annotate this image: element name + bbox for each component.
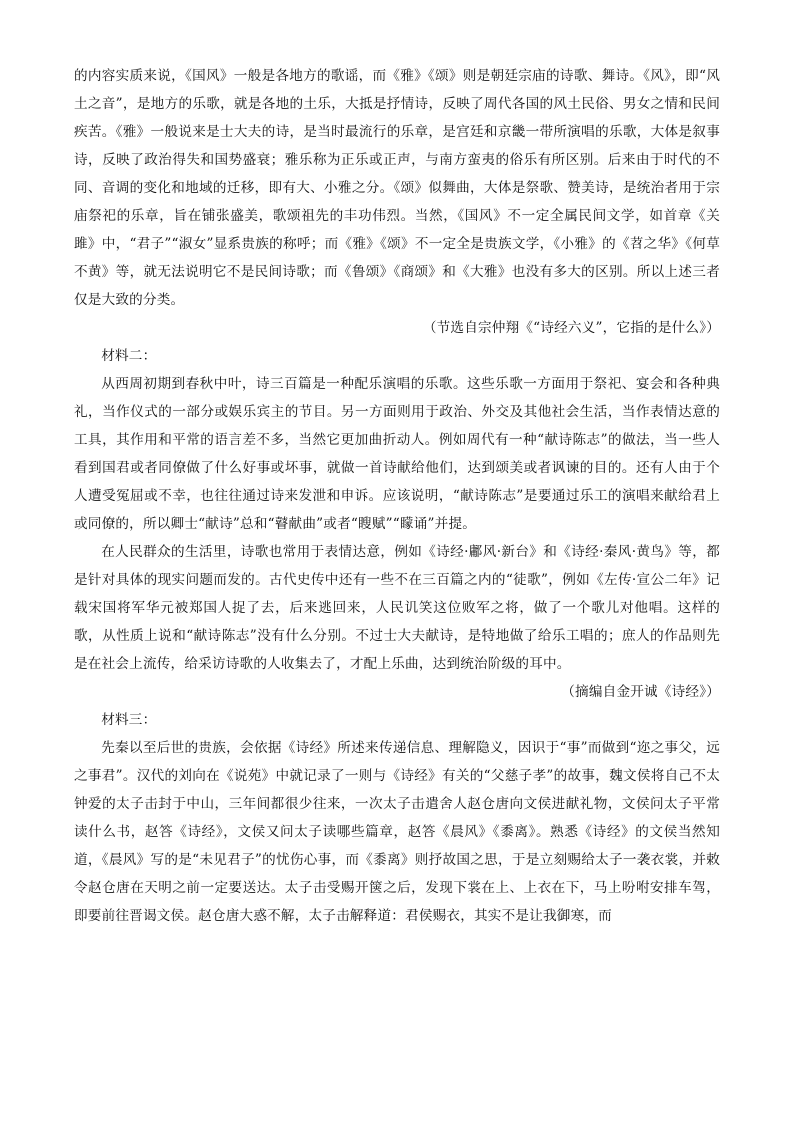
- document-page: [74, 62, 720, 930]
- source-citation: （节选自宗仲翔《“诗经六义”，它指的是什么》）: [422, 320, 720, 336]
- source-citation: （摘编自金开诚《诗经》）: [561, 684, 720, 700]
- material-three-label: 材料三：: [101, 712, 157, 728]
- material-two-label: 材料二：: [101, 348, 157, 364]
- material-three-paragraph-1: 先秦以至后世的贵族，会依据《诗经》所述来传递信息、理解隐义，因识于“事”而做到“迩之事父，远之事君”。汉代的刘向在《说苑》中就记录了一则与《诗经》有关的“父慈子孝”的故事，魏文侯将自己不太钟爱的太子击封于中山，三年间都很少往来，一次太子击遣舍人赵仓唐向文侯进献礼物，文侯问太子平常读什么书，赵答《诗经》，文侯又问太子读哪些篇章，赵答《晨风》《黍离》。熟悉《诗经》的文侯当然知道，《晨风》写的是“未见君子”的忧伤心事，而《黍离》则抒故国之思，于是立刻赐给太子一袭衣裳，并敕令赵仓唐在天明之前一定要送达。太子击受赐开箧之后，发现下裳在上、上衣在下，马上吩咐安排车驾，即要前往晋谒文侯。赵仓唐大惑不解，太子击解释道：君侯赐衣，其实不是让我御寒，而: [74, 740, 720, 924]
- material-one-paragraph-continued: 的内容实质来说，《国风》一般是各地方的歌谣，而《雅》《颂》则是朝廷宗庙的诗歌、舞诗。《风》，即“风土之音”，是地方的乐歌，就是各地的土乐，大抵是抒情诗，反映了周代各国的风土民俗、男女之情和民间疾苦。《雅》一般说来是士大夫的诗，是当时最流行的乐章，是宫廷和京畿一带所演唱的乐歌，大体是叙事诗，反映了政治得失和国势盛衰；雅乐称为正乐或正声，与南方蛮夷的俗乐有所区别。后来由于时代的不同、音调的变化和地域的迁移，即有大、小雅之分。《颂》似舞曲，大体是祭歌、赞美诗，是统治者用于宗庙祭祀的乐章，旨在铺张盛美，歌颂祖先的丰功伟烈。当然，《国风》不一定全属民间文学，如首章《关雎》中，“君子”“淑女”显系贵族的称呼；而《雅》《颂》不一定全是贵族文学，《小雅》的《苕之华》《何草不黄》等，就无法说明它不是民间诗歌；而《鲁颂》《商颂》和《大雅》也没有多大的区别。所以上述三者仅是大致的分类。: [74, 68, 720, 308]
- material-two-paragraph-2: 在人民群众的生活里，诗歌也常用于表情达意，例如《诗经·鄘风·新台》和《诗经·秦风·黄鸟》等，都是针对具体的现实问题而发的。古代史传中还有一些不在三百篇之内的“徒歌”，例如《左传·宣公二年》记载宋国将军华元被郑国人捉了去，后来逃回来，人民讥笑这位败军之将，做了一个歌儿对他唱。这样的歌，从性质上说和“献诗陈志”没有什么分别。不过士大夫献诗，是特地做了给乐工唱的；庶人的作品则先是在社会上流传，给采访诗歌的人收集去了，才配上乐曲，达到统治阶级的耳中。: [74, 544, 720, 672]
- material-two-paragraph-1: 从西周初期到春秋中叶，诗三百篇是一种配乐演唱的乐歌。这些乐歌一方面用于祭祀、宴会和各种典礼，当作仪式的一部分或娱乐宾主的节目。另一方面则用于政治、外交及其他社会生活，当作表情达意的工具，其作用和平常的语言差不多，当然它更加曲折动人。例如周代有一种“献诗陈志”的做法，当一些人看到国君或者同僚做了什么好事或坏事，就做一首诗献给他们，达到颂美或者讽谏的目的。还有人由于个人遭受冤屈或不幸，也往往通过诗来发泄和申诉。应该说明，“献诗陈志”是要通过乐工的演唱来献给君上或同僚的，所以卿士“献诗”总和“瞽献曲”或者“瞍赋”“矇诵”并提。: [74, 376, 720, 532]
